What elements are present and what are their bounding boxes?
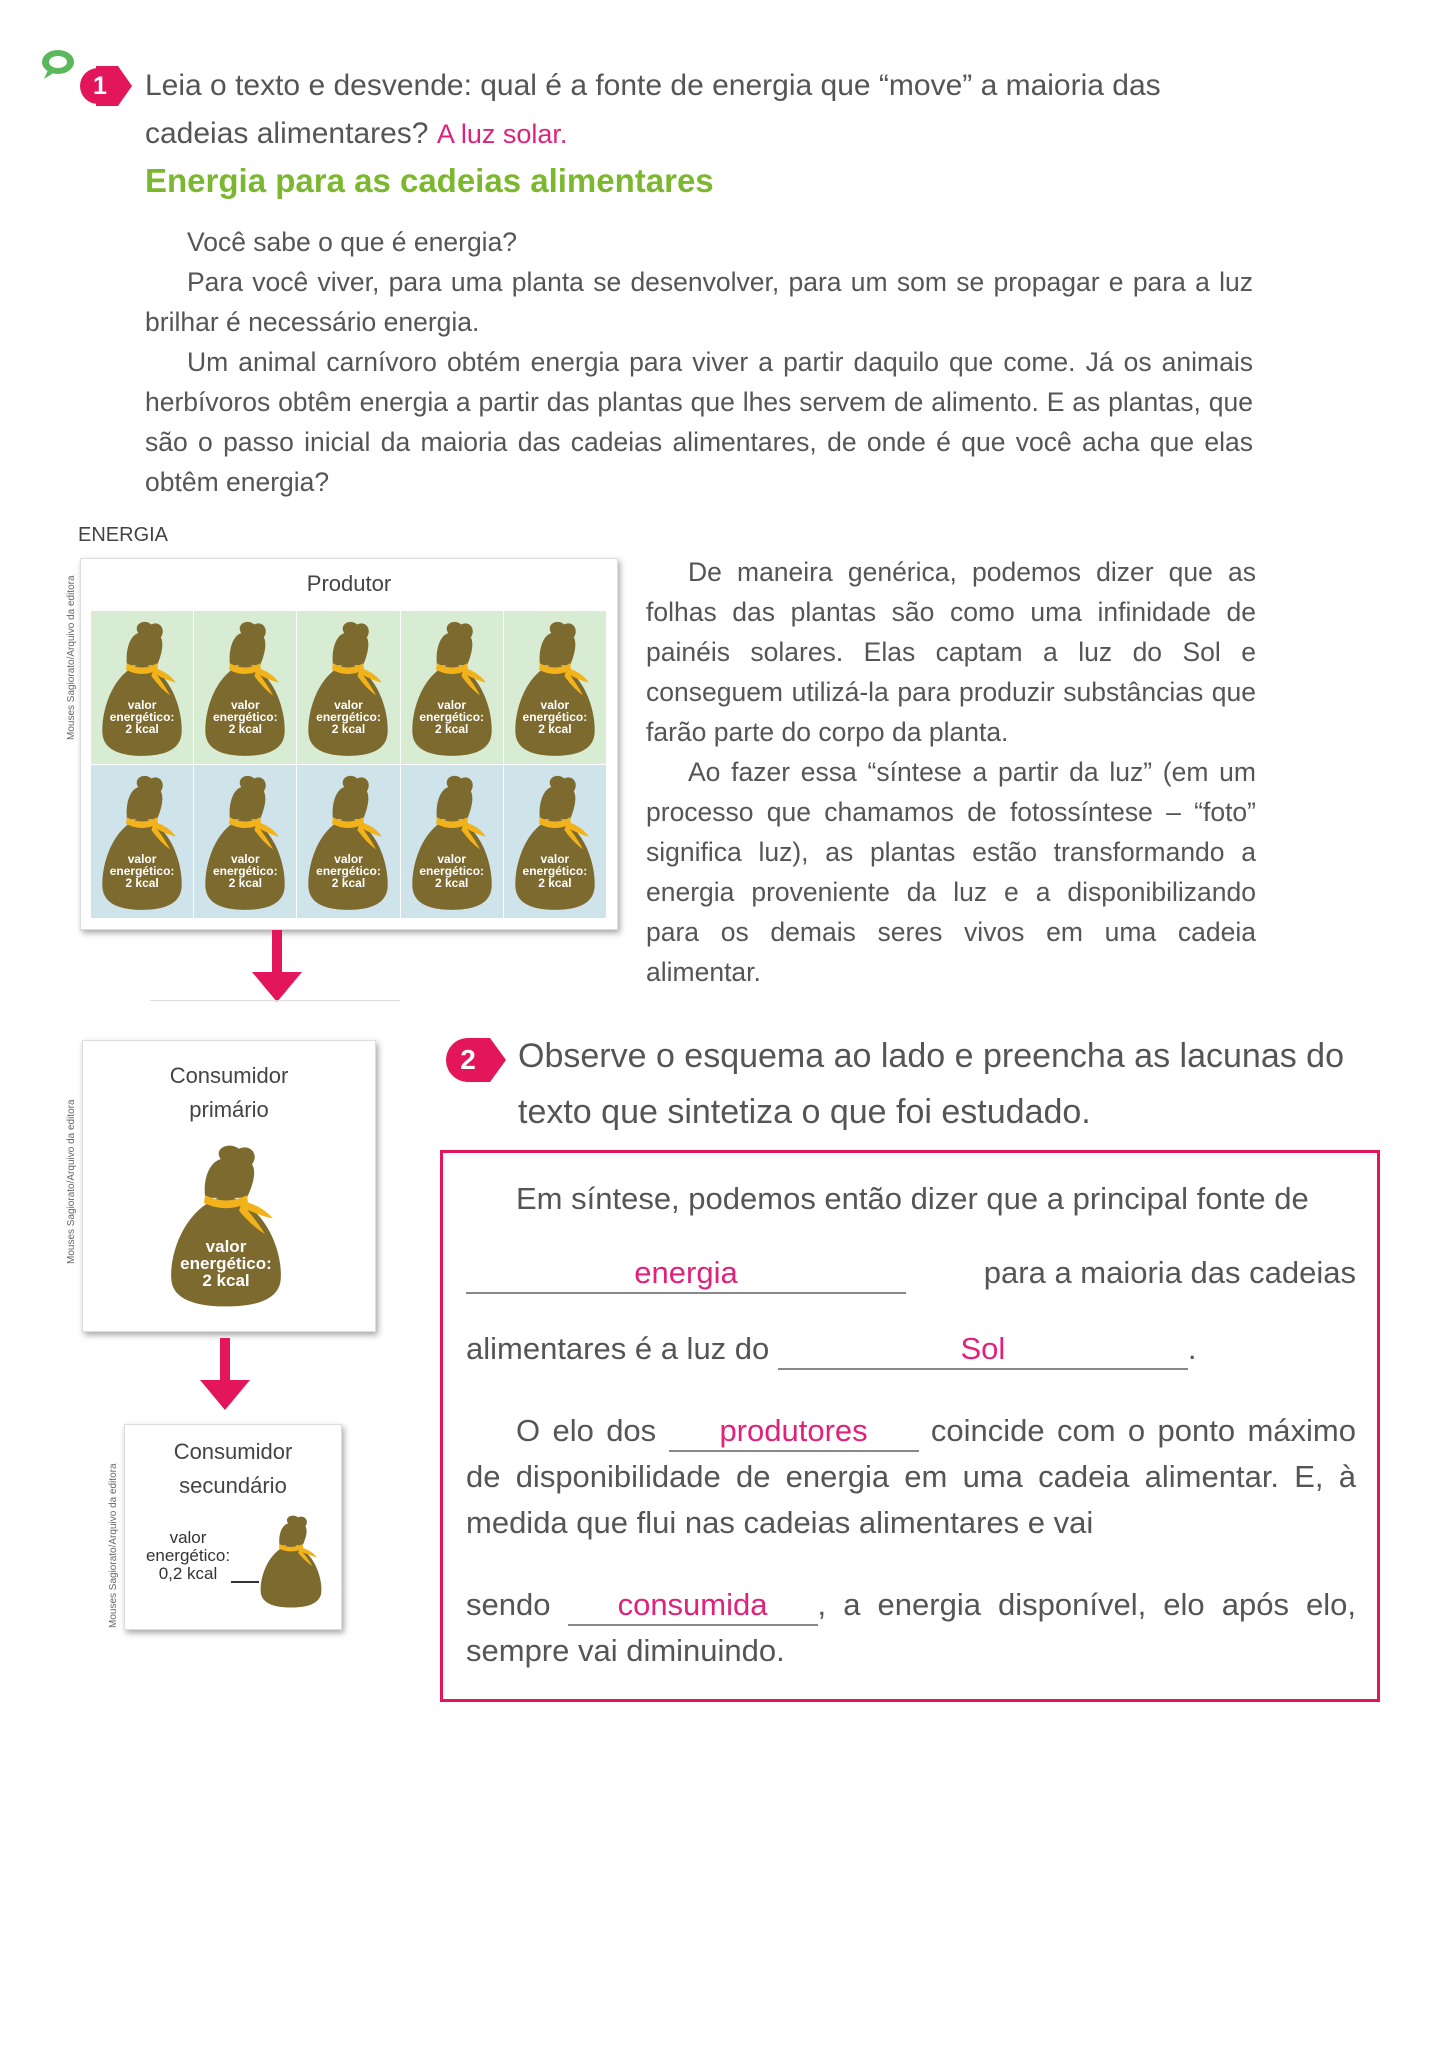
money-bag-icon [95,618,189,758]
secondary-label-line-2: secundário [179,1473,287,1498]
question-1-answer: A luz solar. [436,119,568,149]
bag-label-bag-line1: valor [230,697,260,712]
secondary-value-line-1: valor [169,1528,207,1547]
summary-sentence-2: para a maioria das cadeias [983,1255,1356,1290]
money-bag-icon [95,772,189,912]
summary-line-1 [466,1170,1356,1228]
bag-label-bag-line2: energético: [316,863,381,878]
bag-label-bag-line3: 2 kcal [331,721,366,736]
bag-energy-label [301,699,395,735]
bag-label-bag-line3: 2 kcal [228,875,262,890]
money-bag-icon [255,1513,327,1609]
primary-consumer-label [83,1059,375,1127]
bag-label-bag-line2: energético: [109,863,175,878]
summary-sentence-7: sendo [466,1587,551,1622]
image-credit: Mouses Sagiorato/Arquivo da editora [66,575,77,740]
bag-label-bag-line2: energético: [522,863,588,878]
money-bag-icon [301,618,395,758]
bag-label-bag-line1: valor [437,697,467,712]
side-text [646,552,1256,992]
producer-bag-cell [401,765,504,919]
bag-label-bag-line1: valor [540,851,570,866]
bag-label-bag-line3: 2 kcal [435,721,469,736]
question-1-text [145,62,1305,158]
summary-line-2 [466,1250,1356,1296]
primary-bag [161,1141,291,1309]
diagram-caption: ENERGIA [78,524,169,546]
primary-label-line-1: Consumidor [169,1063,289,1088]
bag-label-bag-line1: valor [437,851,467,866]
bag-label-bag-line2: energético: [419,709,485,724]
intro-paragraph-2: Para você viver, para uma planta se desenvolver, para um som se propagar e para a luz brilhar é necessário energia. [145,267,1253,337]
producer-bag-cell [194,765,297,919]
summary-text [466,1170,1356,1674]
bag-label-bag-line1: valor [230,851,260,866]
image-credit-2: Mouses Sagiorato/Arquivo da editora [66,1099,77,1264]
question-1-line-1: Leia o texto e desvende: qual é a fonte de energia que “move” a maioria das [145,69,1161,102]
bag-label-bag-line2: energético: [316,709,381,724]
blank-sol[interactable]: Sol [778,1330,1188,1370]
bag-label-bag-line3: 2 kcal [125,875,159,890]
money-bag-icon [301,772,395,912]
bag-energy-label [161,1238,291,1289]
summary-sentence-6: coincide com o ponto máximo de disponibilidade de energia em uma cadeia alimentar. E, à medida que flui nas cadeias alimentares e vai [466,1413,1356,1540]
producer-bag-cell [297,611,400,765]
bag-label-bag-line1: valor [127,851,157,866]
money-bag-icon [508,772,602,912]
section-title: Energia para as cadeias alimentares [145,162,714,199]
bag-energy-label [508,699,602,735]
producer-bag-cell [504,611,607,765]
producer-bag-grid [91,611,607,919]
producer-bag-cell [504,765,607,919]
money-bag-icon [508,618,602,758]
side-paragraph-1: De maneira genérica, podemos dizer que as folhas das plantas são como uma infinidade de painéis solares. Elas captam a luz do Sol e conseguem utilizá-la para produzir substâncias que farão parte do corpo da planta. [646,557,1256,747]
divider-line [150,1000,400,1001]
summary-paragraph-2 [466,1408,1356,1546]
question-2-number: 2 [460,1044,476,1075]
producer-bag-cell [91,765,194,919]
bag-label-bag-line1: valor [540,697,570,712]
question-1-badge [76,66,132,106]
summary-sentence-8: , a energia disponível, elo após elo, sempre vai diminuindo. [466,1587,1356,1668]
secondary-consumer-label [125,1435,341,1503]
bag-label-bag-line3: 2 kcal [125,721,159,736]
bag-label-bag-line3: 2 kcal [228,721,262,736]
intro-text [145,222,1253,502]
secondary-label-line-1: Consumidor [173,1439,293,1464]
bag-label-bag-line2: energético: [522,709,588,724]
money-bag-icon [405,618,499,758]
money-bag-icon [198,772,292,912]
intro-paragraph-3: Um animal carnívoro obtém energia para viver a partir daquilo que come. Já os animais herbívoros obtêm energia a partir das plantas que lhes servem de alimento. E as plantas, que são o passo inicial da maioria das cadeias alimentares, de onde é que você acha que elas obtêm energia? [145,347,1253,497]
producer-bag-cell [91,611,194,765]
image-credit-3: Mouses Sagiorato/Arquivo da editora [108,1463,119,1628]
bag-label-bag-line1: valor [127,697,157,712]
producer-bag-cell [401,611,504,765]
summary-paragraph-3 [466,1582,1356,1674]
question-1-prompt: cadeias alimentares? [145,117,429,150]
secondary-bag [255,1513,327,1609]
blank-consumida[interactable]: consumida [568,1586,818,1626]
bag-label-bag-line3: 2 kcal [538,875,572,890]
bag-label-bag-line3: 2 kcal [435,875,469,890]
bag-energy-label [95,699,189,735]
bag-label-bag-line1: valor [334,851,363,866]
money-bag-icon [161,1141,291,1309]
money-bag-icon [198,618,292,758]
side-paragraph-2: Ao fazer essa “síntese a partir da luz” (em um processo que chamamos de fotossíntese – “foto” significa luz), as plantas estão transformando a energia proveniente da luz e a disponibilizando para os demais seres vivos em uma cadeia alimentar. [646,757,1256,987]
blank-produtores[interactable]: produtores [669,1412,919,1452]
arrow-down-icon-2 [198,1338,252,1412]
bag-label-bag-line2: energético: [419,863,485,878]
bag-energy-label [198,699,292,735]
bag-energy-label [95,853,189,889]
bag-label-bag-line2: energético: [212,863,278,878]
intro-paragraph-1: Você sabe o que é energia? [187,227,518,257]
bag-energy-label [508,853,602,889]
producer-bag-cell [297,765,400,919]
question-1-number: 1 [93,72,107,100]
secondary-value-line-2: energético: [145,1546,231,1565]
summary-sentence-1: Em síntese, podemos então dizer que a principal fonte de [516,1181,1309,1216]
bag-label-bag-line3: 2 kcal [202,1271,250,1290]
secondary-consumer-panel [124,1424,342,1630]
primary-consumer-panel [82,1040,376,1332]
secondary-value-label [133,1529,243,1583]
bag-energy-label [301,853,395,889]
money-bag-icon [405,772,499,912]
bag-label-bag-line2: energético: [109,709,175,724]
speech-bubble-icon [40,48,76,80]
question-2-badge [444,1036,508,1084]
producer-panel [80,558,618,930]
bag-label-bag-line1: valor [334,697,363,712]
bag-energy-label [198,853,292,889]
summary-sentence-3: alimentares é a luz do [466,1331,770,1366]
question-1-line-2 [145,110,1305,158]
bag-energy-label [405,699,499,735]
bag-label-bag-line3: 2 kcal [331,875,366,890]
producer-label: Produtor [306,571,392,596]
bag-energy-label [405,853,499,889]
summary-line-3 [466,1326,1356,1372]
secondary-value-line-3: 0,2 kcal [158,1564,218,1583]
bag-label-bag-line1: valor [205,1237,247,1256]
primary-label-line-2: primário [189,1097,269,1122]
summary-sentence-5: O elo dos [516,1413,657,1448]
bag-label-bag-line2: energético: [212,709,278,724]
bag-label-bag-line2: energético: [180,1254,272,1273]
blank-energia[interactable]: energia [466,1254,906,1294]
producer-bag-cell [194,611,297,765]
arrow-down-icon [250,930,304,1004]
bag-label-bag-line3: 2 kcal [538,721,572,736]
summary-period: . [1187,1331,1197,1366]
question-2-text: Observe o esquema ao lado e preencha as lacunas do texto que sintetiza o que foi estudado. [518,1037,1344,1131]
